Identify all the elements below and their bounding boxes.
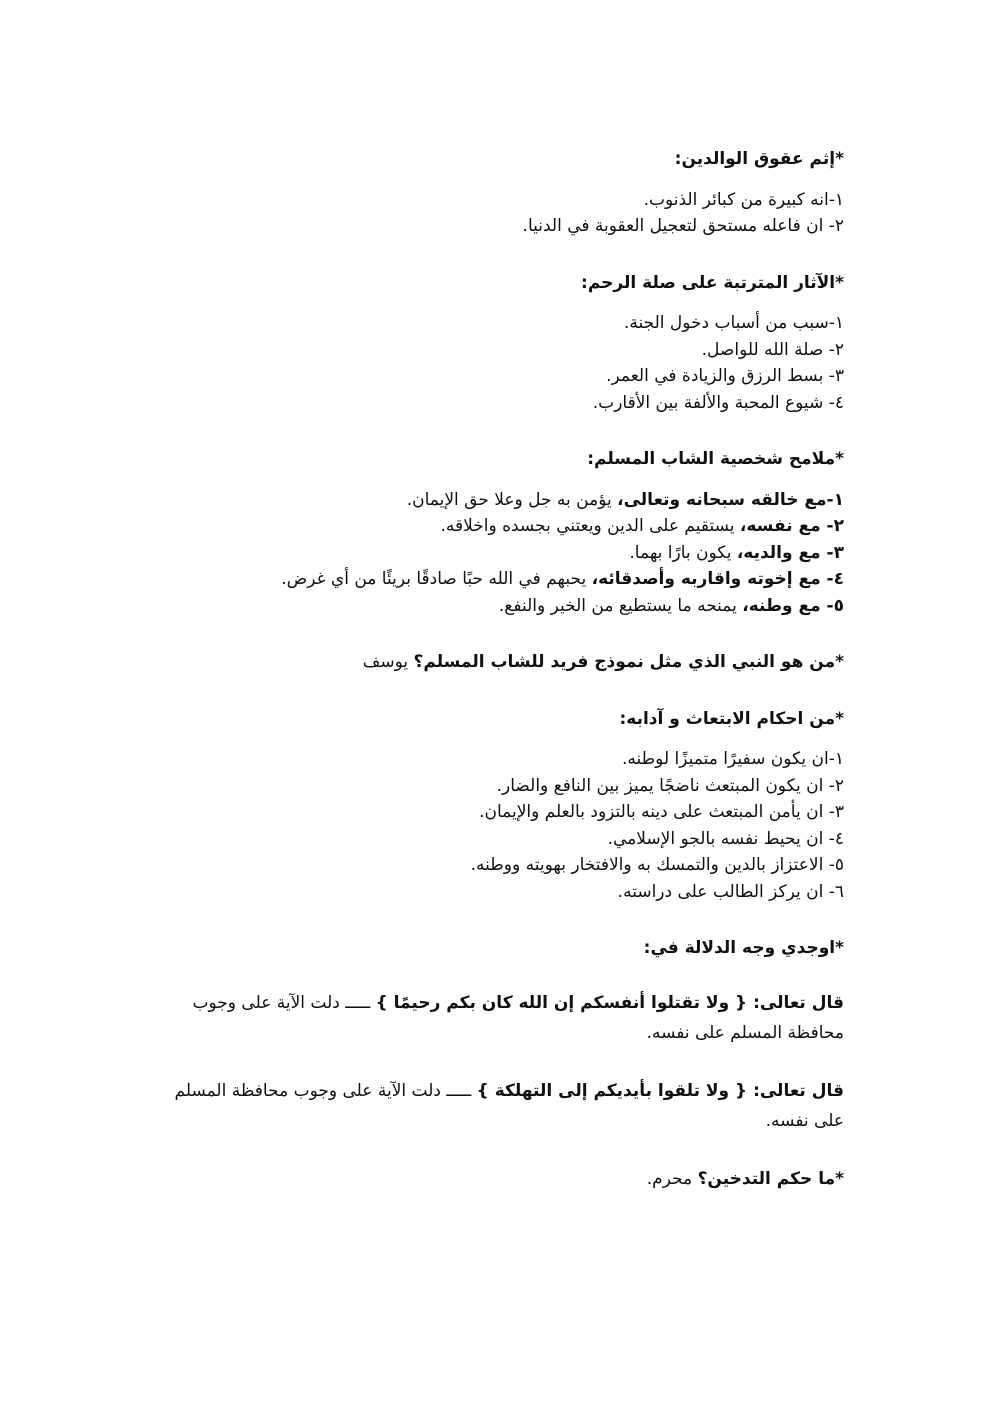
list-item: ٤- شيوع المحبة والألفة بين الأقارب. [592,392,844,413]
section-malameh [140,446,844,619]
item-lead: ٤- مع إخوته واقاربه وأصدقائه، [591,569,844,589]
section-uquq [140,146,844,240]
item-text: يؤمن به جل وعلا حق الإيمان. [406,489,618,510]
section-heading: *اوجدي وجه الدلالة في: [643,938,844,958]
section-heading: *من احكام الابتعاث و آدابه: [619,708,844,729]
item-text: يمنحه ما يستطيع من الخير والنفع. [498,595,743,616]
document-content [140,146,844,1222]
question-line [140,1166,844,1193]
item-text: يستقيم على الدين ويعتني بجسده واخلاقه. [440,516,740,536]
list-item: ٢- ان يكون المبتعث ناضجًا يميز بين النافع والضار. [496,775,844,796]
list-item [140,593,844,620]
verse-paragraph [140,988,844,1048]
item-text: يحبهم في الله حبًا صادقًا بريئًا من أي غرض. [281,569,592,589]
verse-text: قال تعالى: { ولا تقتلوا أنفسكم إن الله كان بكم رحيمًا } [375,992,844,1013]
section-tadkhin-question [140,1166,844,1193]
question-text: *ما حكم التدخين؟ [697,1168,844,1189]
section-heading: *ملامح شخصية الشاب المسلم: [587,449,844,469]
section-ibtiath [140,706,844,906]
list-item: ٤- ان يحيط نفسه بالجو الإسلامي. [607,828,844,849]
list-item: ٦- ان يركز الطالب على دراسته. [617,881,844,902]
item-lead: ٣- مع والديه، [736,542,844,563]
list-item: ١-ان يكون سفيرًا متميزًا لوطنه. [622,749,844,769]
question-text: *من هو النبي الذي مثل نموذج فريد للشاب المسلم؟ [413,652,844,672]
list-item: ٣- بسط الرزق والزيادة في العمر. [606,366,844,386]
list-item: ٢- صلة الله للواصل. [701,339,844,360]
list-item: ٥- الاعتزاز بالدين والتمسك به والافتخار بهويته ووطنه. [470,855,844,875]
item-lead: ٢- مع نفسه، [739,516,844,536]
list-item [140,513,844,540]
list-item: ٣- ان يأمن المبتعث على دينه بالتزود بالعلم والإيمان. [479,802,844,822]
verse-text: قال تعالى: { ولا تلقوا بأيديكم إلى التهلكة } [476,1080,844,1101]
section-nabi-question [140,649,844,676]
verse-explanation: ـــــ دلت الآية على وجوب محافظة المسلم على نفسه. [174,1080,844,1131]
answer-text: محرم. [646,1168,698,1189]
verse-paragraph [140,1076,844,1136]
list-item [140,540,844,567]
list-item [140,566,844,593]
list-item: ١-انه كبيرة من كبائر الذنوب. [643,189,844,210]
item-text: يكون بارًا بهما. [629,542,737,563]
section-silat-rahim [140,270,844,417]
verse-explanation: ـــــ دلت الآية على وجوب محافظة المسلم على نفسه. [192,992,844,1043]
list-item [140,487,844,514]
list-item: ٢- ان فاعله مستحق لتعجيل العقوبة في الدنيا. [522,216,844,236]
question-line [140,649,844,676]
section-dalala [140,935,844,1136]
item-lead: ١-مع خالقه سبحانه وتعالى، [617,489,844,510]
item-lead: ٥- مع وطنه، [742,595,844,616]
section-heading: *الآثار المترتبة على صلة الرحم: [581,272,844,293]
section-heading: *إثم عقوق الوالدين: [674,149,844,169]
list-item: ١-سبب من أسباب دخول الجنة. [623,313,844,333]
answer-text: يوسف [362,652,414,672]
